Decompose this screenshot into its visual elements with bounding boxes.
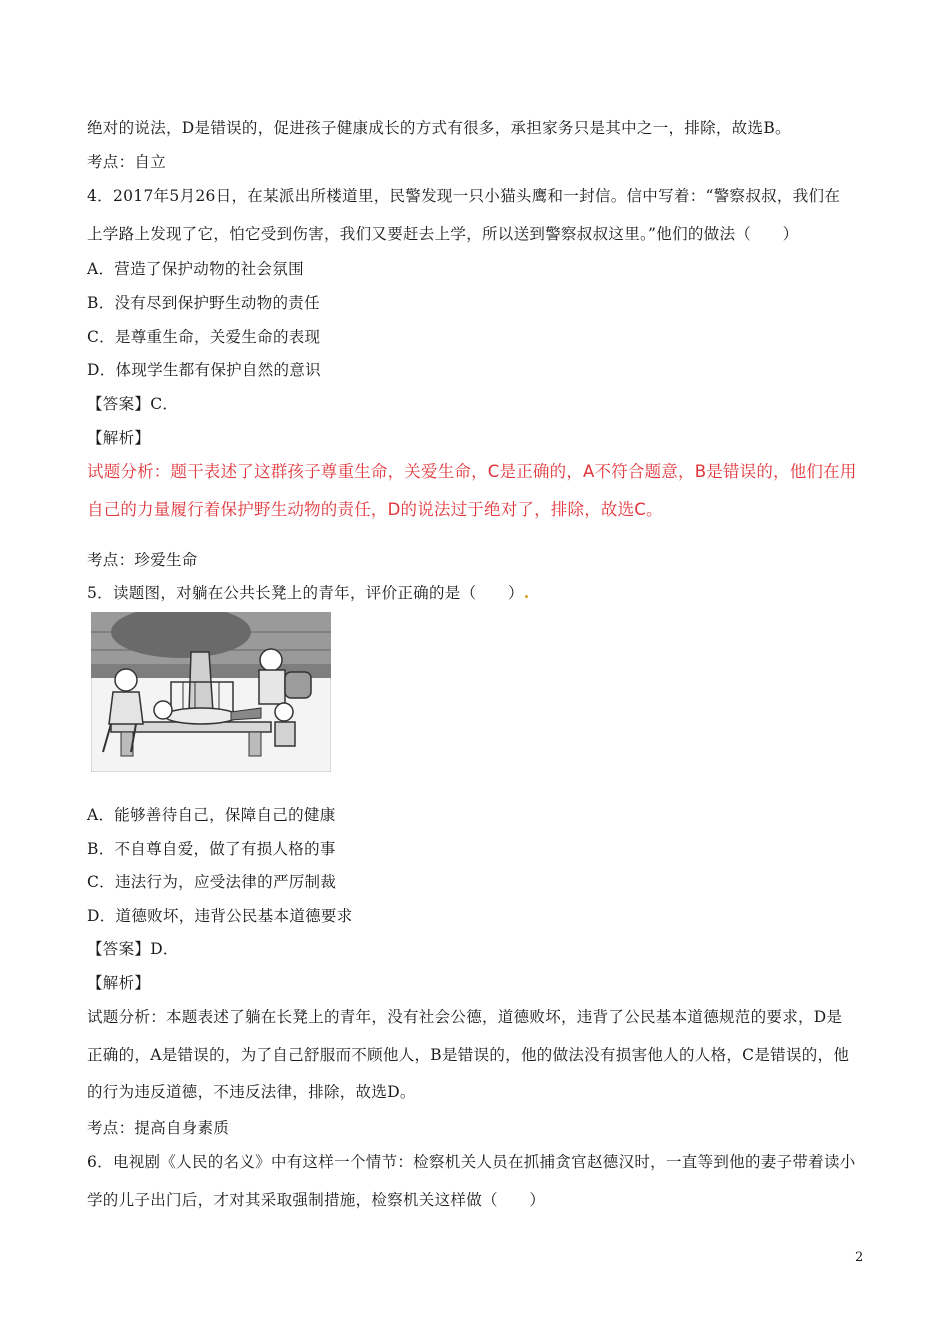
- question-6-stem: 6．电视剧《人民的名义》中有这样一个情节：检察机关人员在抓捕贪官赵德汉时，一直等到他的妻子带着读小: [87, 1153, 856, 1171]
- option-b: B．没有尽到保护野生动物的责任: [87, 294, 320, 312]
- option-d: D．体现学生都有保护自然的意识: [87, 361, 321, 379]
- question-5-text: 5．读题图，对躺在公共长凳上的青年，评价正确的是（ ）: [87, 584, 524, 602]
- question-6-stem: 学的儿子出门后，才对其采取强制措施，检察机关这样做（ ）: [87, 1191, 546, 1209]
- option-c: C．违法行为，应受法律的严厉制裁: [87, 873, 337, 891]
- analysis-label: 【解析】: [87, 429, 151, 447]
- page-number: 2: [855, 1250, 864, 1265]
- option-d: D．道德败坏，违背公民基本道德要求: [87, 907, 353, 925]
- question-5-stem: [87, 581, 529, 603]
- answer-label: 【答案】D．: [87, 940, 179, 958]
- question-4-stem: 上学路上发现了它，怕它受到伤害，我们又要赶去上学，所以送到警察叔叔这里。”他们的做法（ ）: [87, 225, 799, 243]
- analysis-text: 的行为违反道德，不违反法律，排除，故选D。: [87, 1083, 416, 1101]
- yellow-mark: .: [523, 583, 530, 602]
- analysis-text-red: 自己的力量履行着保护野生动物的责任，D的说法过于绝对了，排除，故选C。: [87, 500, 663, 519]
- analysis-text: 试题分析：本题表述了躺在长凳上的青年，没有社会公德，道德败坏，违背了公民基本道德规范的要求，D是: [87, 1008, 843, 1026]
- text-line: 考点：珍爱生命: [87, 551, 198, 569]
- text-line: 考点：自立: [87, 153, 167, 171]
- bench-cartoon-image: [91, 612, 331, 772]
- text-line: 绝对的说法，D是错误的，促进孩子健康成长的方式有很多，承担家务只是其中之一，排除，故选B。: [87, 119, 791, 137]
- option-c: C．是尊重生命，关爱生命的表现: [87, 328, 321, 346]
- option-b: B．不自尊自爱，做了有损人格的事: [87, 840, 336, 858]
- answer-label: 【答案】C．: [87, 395, 179, 413]
- text-line: 考点：提高自身素质: [87, 1119, 230, 1137]
- option-a: A．营造了保护动物的社会氛围: [87, 260, 304, 278]
- question-4-stem: 4．2017年5月26日，在某派出所楼道里，民警发现一只小猫头鹰和一封信。信中写着：“警察叔叔，我们在: [87, 187, 841, 205]
- analysis-text-red: 试题分析：题干表述了这群孩子尊重生命，关爱生命，C是正确的，A不符合题意，B是错误的，他们在用: [87, 462, 857, 481]
- option-a: A．能够善待自己，保障自己的健康: [87, 806, 336, 824]
- analysis-text: 正确的，A是错误的，为了自己舒服而不顾他人，B是错误的，他的做法没有损害他人的人格，C是错误的，他: [87, 1046, 850, 1064]
- analysis-label: 【解析】: [87, 974, 151, 992]
